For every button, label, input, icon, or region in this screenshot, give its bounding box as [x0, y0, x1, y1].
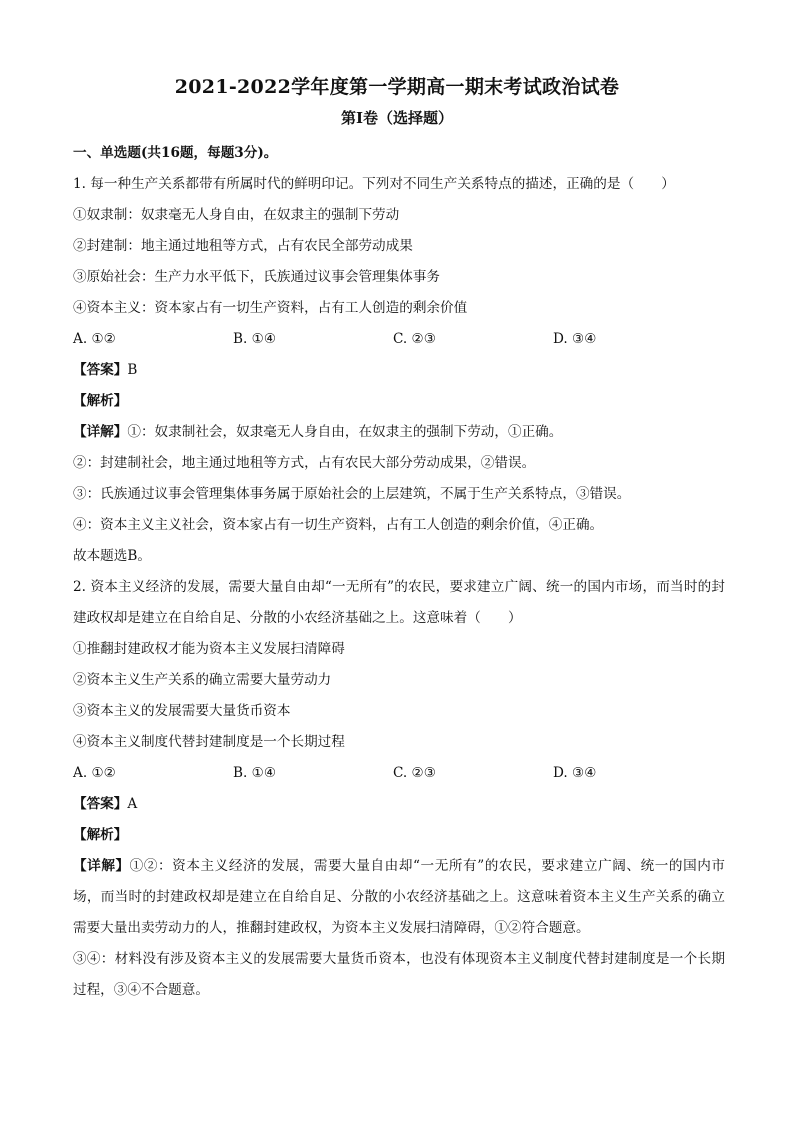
- option-b: B. ①④: [233, 331, 277, 347]
- option-d: D. ③④: [553, 765, 597, 781]
- question-1: [73, 169, 725, 572]
- question-item: ①奴隶制：奴隶毫无人身自由，在奴隶主的强制下劳动: [73, 207, 400, 223]
- detail-label: 【详解】: [73, 424, 128, 440]
- option-c: C. ②③: [393, 331, 436, 347]
- page-subtitle: 第I卷（选择题）: [340, 109, 454, 127]
- option-c: C. ②③: [393, 765, 436, 781]
- question-stem: 2. 资本主义经济的发展，需要大量自由却“一无所有”的农民，要求建立广阔、统一的国内市场，而当时的封建政权却是建立在自给自足、分散的小农经济基础之上。这意味着（ ）: [73, 579, 725, 626]
- detail-text: ③：氏族通过议事会管理集体事务属于原始社会的上层建筑，不属于生产关系特点，③错误。: [73, 486, 631, 502]
- option-a: A. ①②: [73, 765, 116, 781]
- analysis-label: 【解析】: [73, 827, 128, 843]
- answer-options: [73, 758, 725, 789]
- detail-text: 故本题选B。: [73, 548, 151, 564]
- detail-text: ①②：资本主义经济的发展，需要大量自由却“一无所有”的农民，要求建立广阔、统一的国内市场，而当时的封建政权却是建立在自给自足、分散的小农经济基础之上。这意味着资本主义生产关系的确立需要大量出卖劳动力的人，推翻封建政权，为资本主义发展扫清障碍，①②符合题意。: [73, 858, 725, 936]
- option-d: D. ③④: [553, 331, 597, 347]
- detail-line: [73, 417, 725, 448]
- question-item: ②封建制：地主通过地租等方式，占有农民全部劳动成果: [73, 238, 413, 254]
- answer-label: 【答案】: [73, 362, 128, 378]
- detail-line: [73, 851, 725, 944]
- detail-label: 【详解】: [73, 858, 130, 874]
- option-a: A. ①②: [73, 331, 116, 347]
- answer-line: [73, 789, 725, 820]
- section-heading: 一、单选题(共16题，每题3分)。: [73, 145, 278, 161]
- document-body: [73, 138, 725, 1006]
- option-b: B. ①④: [233, 765, 277, 781]
- question-item: ②资本主义生产关系的确立需要大量劳动力: [73, 672, 332, 688]
- question-item: ③原始社会：生产力水平低下，氏族通过议事会管理集体事务: [73, 269, 441, 285]
- answer-label: 【答案】: [73, 796, 128, 812]
- analysis-label: 【解析】: [73, 393, 128, 409]
- detail-text: ③④：材料没有涉及资本主义的发展需要大量货币资本，也没有体现资本主义制度代替封建制度是一个长期过程，③④不合题意。: [73, 951, 725, 998]
- detail-text: ①：奴隶制社会，奴隶毫无人身自由，在奴隶主的强制下劳动，①正确。: [127, 424, 563, 440]
- question-item: ③资本主义的发展需要大量货币资本: [73, 703, 291, 719]
- page-title: 2021-2022学年度第一学期高一期末考试政治试卷: [174, 76, 620, 98]
- question-item: ④资本主义：资本家占有一切生产资料，占有工人创造的剩余价值: [73, 300, 468, 316]
- question-stem: 1. 每一种生产关系都带有所属时代的鲜明印记。下列对不同生产关系特点的描述，正确的是（ ）: [73, 176, 675, 192]
- answer-value: B: [127, 362, 138, 378]
- detail-text: ④：资本主义主义社会，资本家占有一切生产资料，占有工人创造的剩余价值，④正确。: [73, 517, 604, 533]
- answer-options: [73, 324, 725, 355]
- answer-value: A: [127, 796, 138, 812]
- detail-text: ②：封建制社会，地主通过地租等方式，占有农民大部分劳动成果，②错误。: [73, 455, 536, 471]
- question-item: ④资本主义制度代替封建制度是一个长期过程: [73, 734, 345, 750]
- question-item: ①推翻封建政权才能为资本主义发展扫清障碍: [73, 641, 345, 657]
- answer-line: [73, 355, 725, 386]
- question-2: [73, 572, 725, 1006]
